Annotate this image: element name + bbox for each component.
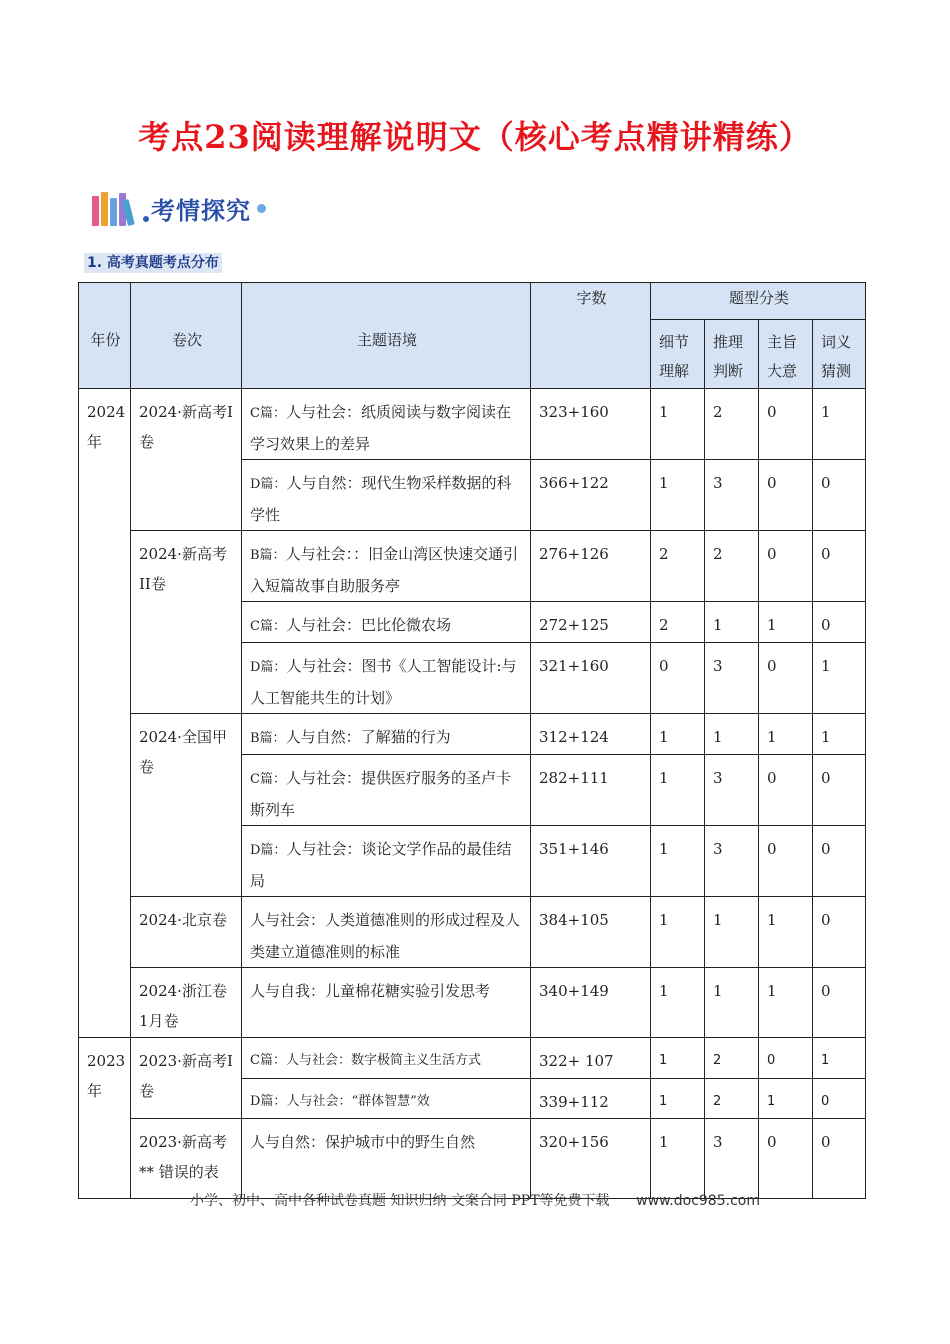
value-cell: 1	[651, 1038, 705, 1079]
words-cell: 340+149	[531, 968, 651, 1038]
value-cell: 1	[759, 897, 813, 968]
value-cell: 3	[705, 643, 759, 714]
value-cell: 0	[759, 389, 813, 460]
paper-cell: 2024·全国甲卷	[131, 714, 242, 897]
value-cell: 1	[759, 714, 813, 755]
value-cell: 0	[759, 826, 813, 897]
paper-cell: 2024·新高考II卷	[131, 531, 242, 714]
value-cell: 3	[705, 1119, 759, 1199]
value-cell: 1	[813, 1038, 866, 1079]
value-cell: 1	[651, 1079, 705, 1119]
section-banner	[92, 188, 266, 228]
value-cell: 1	[651, 968, 705, 1038]
banner-end-dot-icon	[257, 204, 266, 213]
value-cell: 0	[651, 643, 705, 714]
value-cell: 1	[813, 389, 866, 460]
theme-cell: B篇：人与自然：了解猫的行为	[242, 714, 531, 755]
value-cell: 0	[813, 968, 866, 1038]
value-cell: 0	[813, 531, 866, 602]
value-cell: 1	[705, 968, 759, 1038]
header-types: 题型分类	[651, 283, 866, 320]
table-row	[79, 714, 866, 755]
banner-title: 考情探究	[151, 196, 251, 225]
value-cell: 1	[813, 714, 866, 755]
paper-cell: 2024·新高考I卷	[131, 389, 242, 531]
value-cell: 2	[651, 531, 705, 602]
page-footer	[0, 1190, 950, 1210]
theme-cell: B篇：人与社会：：旧金山湾区快速交通引入短篇故事自助服务亭	[242, 531, 531, 602]
value-cell: 1	[651, 714, 705, 755]
words-cell: 322+ 107	[531, 1038, 651, 1079]
table-row	[79, 1038, 866, 1079]
theme-cell: D篇：人与自然：现代生物采样数据的科学性	[242, 460, 531, 531]
theme-cell: 人与自我：儿童棉花糖实验引发思考	[242, 968, 531, 1038]
value-cell: 0	[759, 755, 813, 826]
value-cell: 1	[651, 1119, 705, 1199]
value-cell: 1	[705, 897, 759, 968]
footer-site-link[interactable]: www.doc985.com	[636, 1193, 760, 1209]
value-cell: 3	[705, 826, 759, 897]
theme-cell: D篇：人与社会：“群体智慧”效	[242, 1079, 531, 1119]
value-cell: 0	[813, 1119, 866, 1199]
value-cell: 0	[759, 531, 813, 602]
value-cell: 2	[705, 1079, 759, 1119]
paper-cell: 2024·浙江卷1月卷	[131, 968, 242, 1038]
header-type-main-idea: 主旨大意	[759, 320, 813, 389]
words-cell: 339+112	[531, 1079, 651, 1119]
footer-text: 小学、初中、高中各种试卷真题 知识归纳 文案合同 PPT等免费下载	[190, 1193, 610, 1209]
value-cell: 2	[705, 1038, 759, 1079]
value-cell: 0	[813, 602, 866, 643]
value-cell: 0	[813, 826, 866, 897]
header-type-inference: 推理判断	[705, 320, 759, 389]
value-cell: 3	[705, 460, 759, 531]
table-row	[79, 897, 866, 968]
value-cell: 1	[759, 968, 813, 1038]
year-cell: 2023年	[79, 1038, 131, 1199]
words-cell: 366+122	[531, 460, 651, 531]
value-cell: 1	[759, 602, 813, 643]
value-cell: 0	[813, 755, 866, 826]
value-cell: 1	[651, 826, 705, 897]
value-cell: 1	[651, 897, 705, 968]
value-cell: 0	[759, 1038, 813, 1079]
header-year: 年份	[79, 283, 131, 389]
books-icon	[92, 190, 137, 226]
header-paper: 卷次	[131, 283, 242, 389]
paper-cell: 2023·新高考** 错误的表	[131, 1119, 242, 1199]
theme-cell: 人与社会：人类道德准则的形成过程及人类建立道德准则的标准	[242, 897, 531, 968]
value-cell: 1	[651, 755, 705, 826]
theme-cell: C篇：人与社会：巴比伦微农场	[242, 602, 531, 643]
section-label: 1. 高考真题考点分布	[84, 253, 222, 273]
exam-distribution-table	[78, 282, 866, 1199]
theme-cell: D篇：人与社会：图书《人工智能设计:与人工智能共生的计划》	[242, 643, 531, 714]
value-cell: 0	[813, 1079, 866, 1119]
value-cell: 1	[651, 389, 705, 460]
header-words: 字数	[531, 283, 651, 389]
header-type-detail: 细节理解	[651, 320, 705, 389]
theme-cell: 人与自然：保护城市中的野生自然	[242, 1119, 531, 1199]
words-cell: 321+160	[531, 643, 651, 714]
paper-cell: 2023·新高考I卷	[131, 1038, 242, 1119]
table-row	[79, 1119, 866, 1199]
paper-cell: 2024·北京卷	[131, 897, 242, 968]
year-cell: 2024年	[79, 389, 131, 1038]
words-cell: 320+156	[531, 1119, 651, 1199]
value-cell: 1	[705, 714, 759, 755]
value-cell: 1	[813, 643, 866, 714]
value-cell: 1	[651, 460, 705, 531]
value-cell: 2	[651, 602, 705, 643]
banner-dot-icon	[143, 216, 149, 222]
words-cell: 282+111	[531, 755, 651, 826]
value-cell: 0	[813, 897, 866, 968]
theme-cell: D篇：人与社会：谈论文学作品的最佳结局	[242, 826, 531, 897]
page-title: 考点23阅读理解说明文（核心考点精讲精练）	[138, 118, 812, 156]
words-cell: 351+146	[531, 826, 651, 897]
value-cell: 1	[705, 602, 759, 643]
table-row	[79, 968, 866, 1038]
words-cell: 384+105	[531, 897, 651, 968]
words-cell: 276+126	[531, 531, 651, 602]
value-cell: 1	[759, 1079, 813, 1119]
words-cell: 312+124	[531, 714, 651, 755]
table-row	[79, 389, 866, 460]
theme-cell: C篇：人与社会：提供医疗服务的圣卢卡斯列车	[242, 755, 531, 826]
header-theme: 主题语境	[242, 283, 531, 389]
value-cell: 0	[759, 460, 813, 531]
words-cell: 272+125	[531, 602, 651, 643]
theme-cell: C篇：人与社会：数字极简主义生活方式	[242, 1038, 531, 1079]
value-cell: 0	[813, 460, 866, 531]
value-cell: 2	[705, 531, 759, 602]
value-cell: 0	[759, 1119, 813, 1199]
value-cell: 3	[705, 755, 759, 826]
header-type-word-meaning: 词义猜测	[813, 320, 866, 389]
theme-cell: C篇：人与社会：纸质阅读与数字阅读在学习效果上的差异	[242, 389, 531, 460]
value-cell: 2	[705, 389, 759, 460]
table-row	[79, 531, 866, 602]
words-cell: 323+160	[531, 389, 651, 460]
value-cell: 0	[759, 643, 813, 714]
